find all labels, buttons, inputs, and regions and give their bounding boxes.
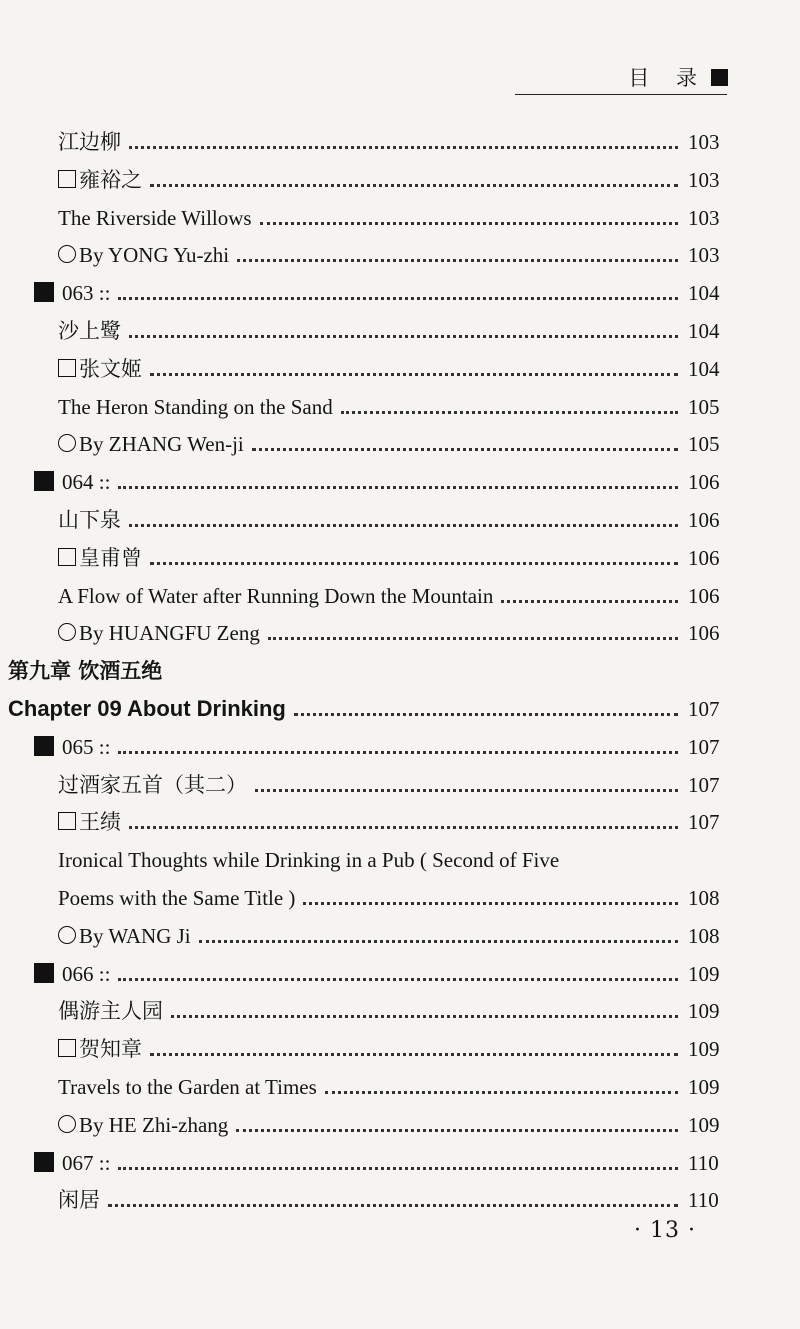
- leader-dots: [260, 221, 678, 225]
- leader-dots: [501, 599, 678, 603]
- leader-dots: [325, 1090, 678, 1094]
- toc-entry: [0, 986, 800, 1024]
- toc-entry: [0, 230, 800, 268]
- square-outline-icon: [58, 548, 76, 566]
- toc-entry-title: [58, 167, 142, 193]
- toc-entry-text: 067 ::: [62, 1150, 111, 1175]
- toc-entry-page: 103: [688, 130, 720, 154]
- toc-entry-title: [58, 809, 121, 835]
- toc-entry-title: [58, 1112, 228, 1138]
- toc-entry-title: [58, 1187, 100, 1213]
- toc-entry-page: 109: [688, 1037, 720, 1062]
- toc-entry: [0, 495, 800, 533]
- toc-entry: [0, 1062, 800, 1100]
- leader-dots: [118, 1166, 678, 1170]
- leader-dots: [129, 523, 678, 527]
- toc-entry-title: [58, 205, 252, 231]
- header-title: 目 录: [628, 66, 707, 90]
- toc-entry-page: 109: [688, 999, 720, 1024]
- toc-entry: [0, 306, 800, 344]
- circle-outline-icon: [58, 1115, 76, 1133]
- toc-entry-page: 106: [688, 470, 720, 495]
- toc-entry-title: [58, 545, 142, 571]
- toc-entry: [0, 608, 800, 646]
- filled-square-icon: [34, 963, 54, 983]
- toc-entry-text: 065 ::: [62, 734, 111, 759]
- toc-entry: [0, 911, 800, 949]
- leader-dots: [150, 183, 678, 187]
- square-outline-icon: [58, 359, 76, 377]
- leader-dots: [294, 712, 678, 716]
- toc-entry-text: 闲居: [58, 1188, 100, 1213]
- toc-entry-text: By WANG Ji: [79, 923, 191, 948]
- toc-entry-title: [58, 620, 260, 646]
- square-outline-icon: [58, 170, 76, 188]
- toc-entry: [0, 1138, 800, 1176]
- toc-entry-title: [58, 129, 121, 155]
- toc-entry-text: Chapter 09 About Drinking: [8, 696, 286, 721]
- filled-square-icon: [34, 282, 54, 302]
- toc-entry: [0, 268, 800, 306]
- leader-dots: [118, 296, 678, 300]
- toc-entry-page: 106: [688, 545, 720, 570]
- toc-entry: [0, 722, 800, 760]
- toc-entry-page: 107: [688, 734, 720, 759]
- toc-entry-text: 第九章 饮酒五绝: [8, 659, 163, 684]
- running-header: [628, 62, 728, 92]
- toc-entry-title: [58, 847, 559, 873]
- circle-outline-icon: [58, 434, 76, 452]
- leader-dots: [341, 410, 678, 414]
- toc-entry: [0, 419, 800, 457]
- header-rule: [515, 94, 727, 95]
- leader-dots: [303, 901, 678, 905]
- toc-entry: [0, 949, 800, 987]
- toc-entry-page: 107: [688, 697, 720, 721]
- toc-entry-title: [58, 318, 121, 344]
- toc-entry: [0, 382, 800, 420]
- toc-entry-title: [8, 696, 286, 722]
- leader-dots: [129, 334, 678, 338]
- toc-entry-title: [58, 583, 493, 609]
- toc-entry-text: 张文姬: [79, 356, 142, 381]
- toc-entry: [0, 1100, 800, 1138]
- toc-entry-page: 103: [688, 205, 720, 230]
- toc-entry-page: 104: [688, 319, 720, 343]
- toc-entry-page: 106: [688, 583, 720, 608]
- toc-entry-text: 皇甫曾: [79, 545, 142, 570]
- toc-entry-text: By HE Zhi-zhang: [79, 1112, 229, 1137]
- square-outline-icon: [58, 1039, 76, 1057]
- leader-dots: [199, 939, 678, 943]
- toc-entry: [0, 457, 800, 495]
- toc-entry-text: The Heron Standing on the Sand: [58, 394, 333, 419]
- toc-entry-page: 109: [688, 1075, 720, 1099]
- toc-entry-text: 沙上鹭: [58, 319, 121, 343]
- toc-entry-title: [58, 356, 142, 382]
- toc-entry-title: [58, 885, 295, 911]
- toc-entry-text: 王绩: [79, 810, 121, 835]
- toc-entry-page: 110: [688, 1150, 719, 1175]
- toc-entry-text: 山下泉: [58, 508, 121, 532]
- square-outline-icon: [58, 812, 76, 830]
- toc-entry-text: Ironical Thoughts while Drinking in a Pub ( Second of Five: [58, 848, 560, 873]
- leader-dots: [255, 788, 678, 792]
- toc-entry-page: 105: [688, 394, 720, 419]
- toc-entry-text: 贺知章: [79, 1037, 142, 1062]
- toc-entry: [0, 684, 800, 722]
- leader-dots: [237, 258, 678, 262]
- toc-entry: [0, 835, 800, 873]
- leader-dots: [150, 372, 678, 376]
- toc-entry-title: [8, 658, 162, 684]
- leader-dots: [171, 1014, 678, 1018]
- toc-entry-page: 106: [688, 621, 720, 646]
- toc-entry: [0, 193, 800, 231]
- toc-entry: [0, 646, 800, 684]
- toc-entry: [0, 117, 800, 155]
- toc-entry-title: [58, 923, 191, 949]
- circle-outline-icon: [58, 926, 76, 944]
- toc-entry-title: [34, 734, 110, 760]
- toc-entry-page: 104: [688, 281, 720, 306]
- toc-entry-text: By HUANGFU Zeng: [79, 621, 260, 646]
- leader-dots: [118, 485, 678, 489]
- toc-entry-page: 103: [688, 243, 720, 268]
- toc-entry-text: A Flow of Water after Running Down the Mountain: [58, 583, 494, 608]
- toc-entry: [0, 1024, 800, 1062]
- toc-entry-text: By YONG Yu-zhi: [79, 243, 230, 268]
- leader-dots: [108, 1203, 678, 1207]
- toc-entry-text: The Riverside Willows: [58, 205, 252, 230]
- filled-square-icon: [34, 471, 54, 491]
- toc-entry-text: Travels to the Garden at Times: [58, 1075, 317, 1099]
- toc-entry-text: 雍裕之: [79, 167, 142, 192]
- toc-entry-page: 109: [688, 1112, 720, 1137]
- leader-dots: [252, 447, 678, 451]
- toc-entry: [0, 571, 800, 609]
- circle-outline-icon: [58, 623, 76, 641]
- toc-entry-title: [58, 507, 121, 533]
- toc-entry-text: 063 ::: [62, 281, 111, 306]
- toc-entry-title: [58, 1036, 142, 1062]
- circle-outline-icon: [58, 245, 76, 263]
- toc-entry: [0, 873, 800, 911]
- toc-entry-page: 106: [688, 508, 720, 532]
- toc-entry-text: 过酒家五首（其二）: [58, 772, 247, 797]
- toc-entry-title: [58, 1074, 317, 1100]
- leader-dots: [236, 1128, 678, 1132]
- toc-entry: [0, 760, 800, 798]
- leader-dots: [129, 825, 678, 829]
- toc-entry: [0, 797, 800, 835]
- toc-entry-text: 偶游主人园: [58, 999, 163, 1024]
- toc-entry-text: 066 ::: [62, 961, 111, 986]
- leader-dots: [129, 145, 678, 149]
- toc-entry: [0, 1175, 800, 1213]
- toc-entry-page: 103: [688, 167, 720, 192]
- toc-entry-page: 108: [688, 886, 720, 910]
- toc-entry-title: [34, 1150, 110, 1176]
- toc-entry-page: 107: [688, 810, 720, 835]
- toc-entry-page: 109: [688, 961, 720, 986]
- leader-dots: [118, 977, 678, 981]
- toc-entry-title: [58, 998, 163, 1024]
- filled-square-icon: [34, 736, 54, 756]
- toc-entry-title: [34, 280, 110, 306]
- page-number: · 13 ·: [634, 1218, 696, 1243]
- leader-dots: [268, 636, 678, 640]
- toc-entry: [0, 155, 800, 193]
- header-square-icon: [711, 69, 728, 86]
- toc-entry-page: 107: [688, 772, 720, 797]
- toc-entry-page: 110: [688, 1188, 719, 1213]
- toc-entry: [0, 344, 800, 382]
- toc-entry-title: [58, 242, 229, 268]
- toc-entry-title: [34, 961, 110, 987]
- leader-dots: [118, 750, 678, 754]
- toc-entry-title: [58, 431, 244, 457]
- toc-entry-text: 江边柳: [58, 130, 121, 154]
- toc-entry-text: By ZHANG Wen-ji: [79, 432, 244, 457]
- toc-entry: [0, 533, 800, 571]
- toc-entry-title: [58, 394, 333, 420]
- toc-entry-text: Poems with the Same Title ): [58, 886, 296, 910]
- toc-entry-page: 104: [688, 356, 720, 381]
- toc-entry-page: 105: [688, 432, 720, 457]
- toc-entry-title: [58, 772, 247, 798]
- leader-dots: [150, 561, 678, 565]
- toc-entry-title: [34, 469, 110, 495]
- leader-dots: [150, 1052, 678, 1056]
- filled-square-icon: [34, 1152, 54, 1172]
- toc-entry-page: 108: [688, 923, 720, 948]
- toc-entry-text: 064 ::: [62, 470, 111, 495]
